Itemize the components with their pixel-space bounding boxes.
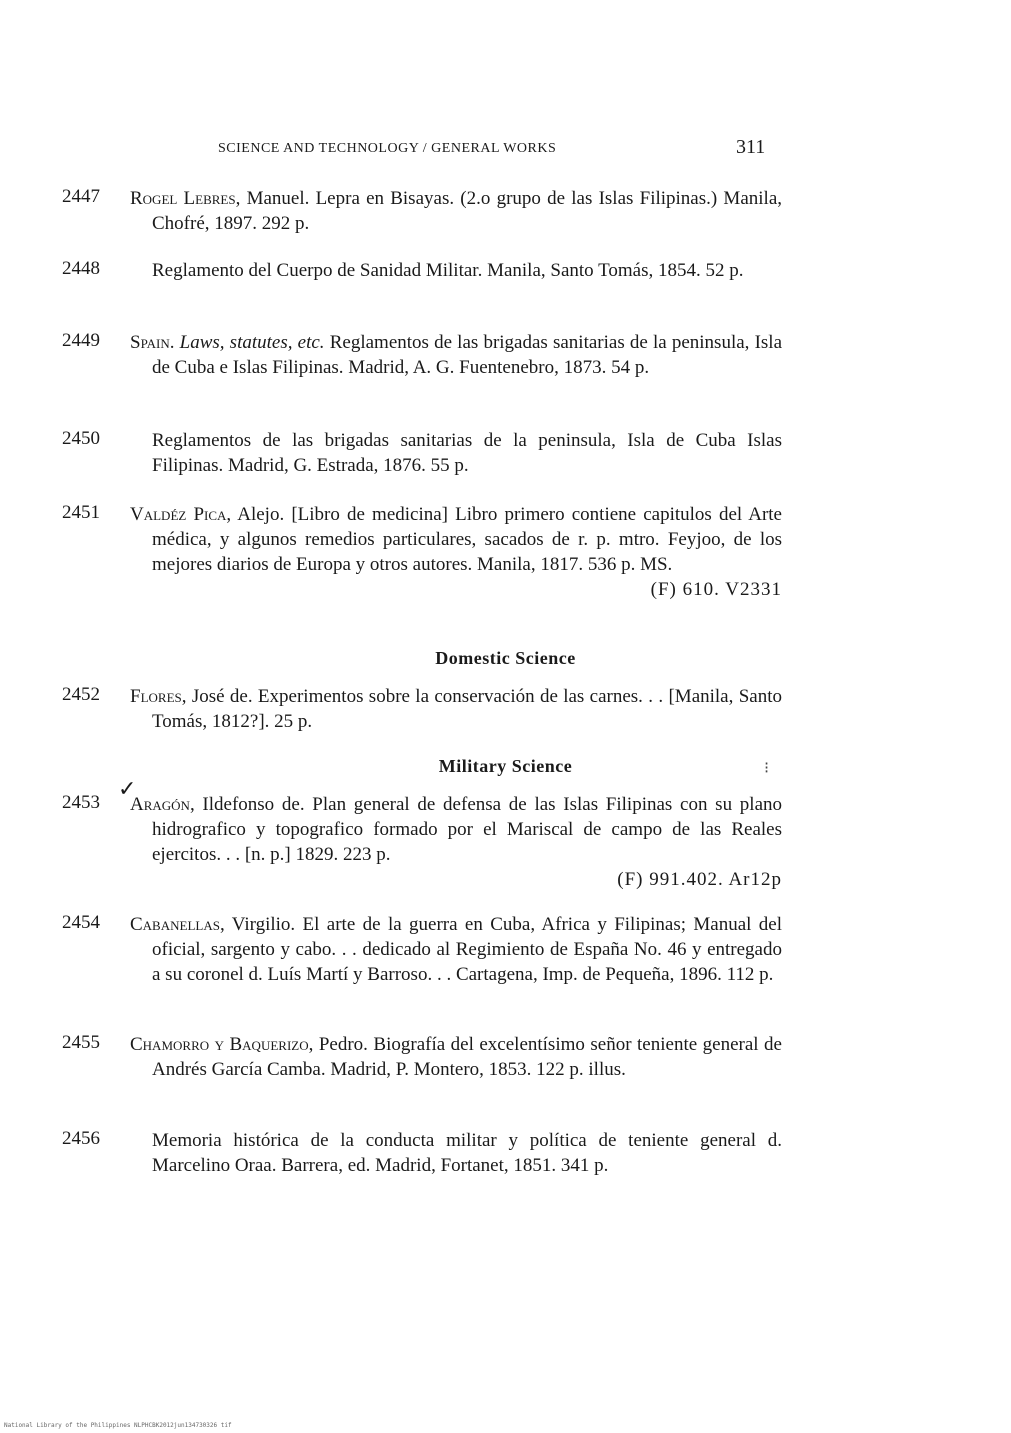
author-name: Chamorro y Baquerizo, bbox=[130, 1034, 314, 1055]
entry-2449 bbox=[62, 330, 782, 380]
entry-2450 bbox=[62, 428, 782, 478]
entry-2452 bbox=[62, 684, 782, 734]
citation: Pedro. Biografía del excelentísimo señor teniente general de Andrés García Camba. Madrid, P. Montero, 1853. 122 p. illus. bbox=[152, 1034, 782, 1080]
section-heading-domestic-science: Domestic Science bbox=[435, 648, 576, 668]
checkmark-icon: ✓ bbox=[118, 776, 137, 801]
citation: José de. Experimentos sobre la conservación de las carnes. . . [Manila, Santo Tomás, 1812?]. 25 p. bbox=[152, 686, 782, 732]
entry-text bbox=[130, 792, 782, 867]
entry-number: 2453 bbox=[62, 792, 100, 813]
entry-number: 2455 bbox=[62, 1032, 100, 1053]
entry-text bbox=[130, 330, 782, 380]
citation: Reglamentos de las brigadas sanitarias de la peninsula, Isla de Cuba e Islas Filipinas. Madrid, A. G. Fuentenebro, 1873. 54 p. bbox=[152, 332, 783, 378]
author-name: Flores, bbox=[130, 686, 187, 707]
entry-number: 2450 bbox=[62, 428, 100, 449]
entry-text bbox=[130, 1032, 782, 1082]
running-title: SCIENCE AND TECHNOLOGY / GENERAL WORKS bbox=[218, 141, 557, 156]
entry-text bbox=[130, 684, 782, 734]
citation: Virgilio. El arte de la guerra en Cuba, Africa y Filipinas; Manual del oficial, sargento y cabo. . . dedicado al Regimiento de España No. 46 y entregado a su coronel d. Luís Martí y Barroso. . . Cartagena, Imp. de Pequeña, 1896. 112 p. bbox=[152, 914, 782, 985]
entry-text: Reglamentos de las brigadas sanitarias de la peninsula, Isla de Cuba Islas Filipinas. Madrid, G. Estrada, 1876. 55 p. bbox=[152, 430, 782, 476]
entry-number: 2447 bbox=[62, 186, 100, 207]
stray-mark: ⁝ bbox=[764, 760, 770, 777]
entry-number: 2456 bbox=[62, 1128, 100, 1149]
author-name: Valdéz Pica, bbox=[130, 504, 232, 525]
citation: Ildefonso de. Plan general de defensa de las Islas Filipinas con su plano hidrografico y topografico formado por el Mariscal de campo de las Reales ejercitos. . . [n. p.] 1829. 223 p. bbox=[152, 794, 782, 865]
entry-text bbox=[130, 502, 782, 577]
scan-footer: National Library of the Philippines NLPHCBK2012jun134730326 tif bbox=[4, 1422, 232, 1429]
entry-text: Reglamento del Cuerpo de Sanidad Militar. Manila, Santo Tomás, 1854. 52 p. bbox=[152, 260, 744, 281]
entry-text bbox=[130, 186, 782, 236]
citation: Manuel. Lepra en Bisayas. (2.o grupo de las Islas Filipinas.) Manila, Chofré, 1897. 292 p. bbox=[152, 188, 782, 234]
entry-text bbox=[130, 912, 782, 987]
entry-2451 bbox=[62, 502, 782, 602]
author-name: Cabanellas, bbox=[130, 914, 225, 935]
entry-2455 bbox=[62, 1032, 782, 1082]
entry-number: 2448 bbox=[62, 258, 100, 279]
author-name: Aragón, bbox=[130, 794, 195, 815]
entry-2456 bbox=[62, 1128, 782, 1178]
call-number: (F) 610. V2331 bbox=[650, 579, 782, 600]
entry-number: 2451 bbox=[62, 502, 100, 523]
author-name: Spain. bbox=[130, 332, 175, 353]
author-name: Rogel Lebres, bbox=[130, 188, 241, 209]
section-heading-military-science: Military Science bbox=[438, 756, 573, 776]
call-number: (F) 991.402. Ar12p bbox=[617, 869, 782, 890]
citation: Alejo. [Libro de medicina] Libro primero contiene capitulos del Arte médica, y algunos remedios particulares, sacados de r. p. mtro. Feyjoo, de los mejores diarios de Europa y otros autores. Manila, 1817. 536 p. MS. bbox=[152, 504, 782, 575]
entry-2447 bbox=[62, 186, 782, 236]
entry-2448 bbox=[62, 258, 782, 283]
entry-2454 bbox=[62, 912, 782, 987]
entry-text: Memoria histórica de la conducta militar y política de teniente general d. Marcelino Oraa. Barrera, ed. Madrid, Fortanet, 1851. 341 p. bbox=[152, 1130, 782, 1176]
entry-number: 2449 bbox=[62, 330, 100, 351]
entry-number: 2452 bbox=[62, 684, 100, 705]
form-subheading: Laws, statutes, etc. bbox=[179, 332, 325, 353]
entry-number: 2454 bbox=[62, 912, 100, 933]
page-number: 311 bbox=[736, 136, 766, 158]
entry-2453 bbox=[62, 792, 782, 892]
